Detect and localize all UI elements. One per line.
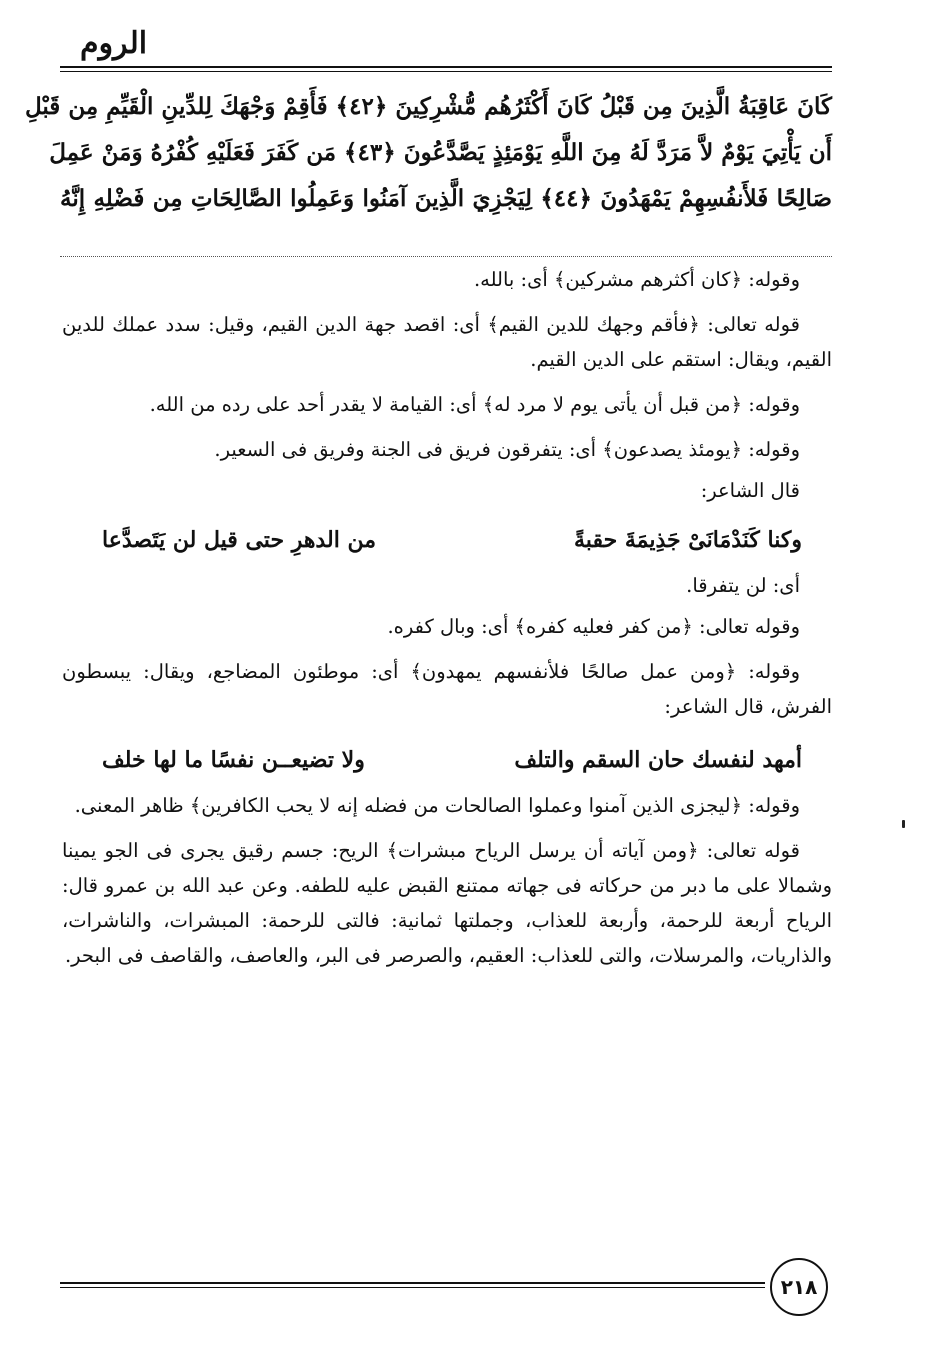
poem-verse — [62, 514, 832, 568]
commentary-paragraph: وقوله: ﴿ليجزى الذين آمنوا وعملوا الصالحات من فضله إنه لا يحب الكافرين﴾ ظاهر المعنى. — [74, 794, 800, 817]
poem-hemistich-first: وكنا كَنَدْمَانَىْ جَذِيمَةَ حقبةً — [574, 527, 802, 553]
header-rule-bottom — [60, 71, 832, 72]
commentary-paragraph: قوله تعالى: ﴿ومن آياته أن يرسل الرياح مبشرات﴾ الريح: جسم رقيق يجرى فى الجو يمينا وشمالا على ما دبر من حركاته فى جهاته ممتنع القبض عليه للطفه. وعن عبد الله بن عمرو قال: الرياح أربعة للرحمة، وأربعة للعذاب، وجملتها ثمانية: فالتى للرحمة: المبشرات، والناشرات، والذاريات، والمرسلات، والتى للعذاب: العقيم، والصرصر فى البر، والعاصف، والقاصف فى البحر. — [62, 839, 832, 967]
quran-line: أَن يَأْتِيَ يَوْمٌ لاَّ مَرَدَّ لَهُ مِنَ اللَّهِ يَوْمَئِذٍ يَصَّدَّعُونَ ﴿٤٣﴾ مَن كَفَرَ فَعَلَيْهِ كُفْرُهُ وَمَنْ عَمِلَ — [49, 139, 832, 166]
poem-hemistich-first: أمهد لنفسك حان السقم والتلف — [514, 747, 802, 773]
commentary-paragraph: وقوله: ﴿كان أكثرهم مشركين﴾ أى: بالله. — [473, 268, 800, 291]
footer-rule-top — [60, 1282, 765, 1284]
quran-line: صَالِحًا فَلأَنفُسِهِمْ يَمْهَدُونَ ﴿٤٤﴾ لِيَجْزِيَ الَّذِينَ آمَنُوا وَعَمِلُوا الصَّالِحَاتِ مِن فَضْلِهِ إِنَّهُ — [60, 185, 832, 212]
quran-line: كَانَ عَاقِبَةُ الَّذِينَ مِن قَبْلُ كَانَ أَكْثَرُهُم مُّشْرِكِينَ ﴿٤٢﴾ فَأَقِمْ وَجْهَكَ لِلدِّينِ الْقَيِّمِ مِن قَبْلِ — [24, 93, 832, 120]
margin-mark — [902, 820, 905, 828]
commentary-paragraph: وقوله: ﴿من قبل أن يأتى يوم لا مرد له﴾ أى: القيامة لا يقدر أحد على رده من الله. — [149, 393, 800, 416]
footer-rule-bottom — [60, 1287, 765, 1288]
commentary-paragraph: أى: لن يتفرقا. — [686, 574, 800, 597]
poem-hemistich-second: من الدهرِ حتى قيل لن يَتَصدَّعا — [102, 527, 376, 553]
commentary-paragraph: وقوله: ﴿يومئذ يصدعون﴾ أى: يتفرقون فريق فى الجنة وفريق فى السعير. — [214, 438, 800, 461]
poem-verse — [62, 734, 832, 788]
header-rule-top — [60, 66, 832, 68]
commentary — [62, 262, 832, 983]
page-number: ٢١٨ — [770, 1258, 828, 1316]
poet-intro: قال الشاعر: — [700, 479, 800, 502]
commentary-paragraph: وقوله تعالى: ﴿من كفر فعليه كفره﴾ أى: وبال كفره. — [387, 615, 800, 638]
quran-text — [24, 84, 832, 222]
poem-hemistich-second: ولا تضيعــن نفسًا ما لها خلف — [102, 747, 365, 773]
commentary-paragraph: قوله تعالى: ﴿فأقم وجهك للدين القيم﴾ أى: اقصد جهة الدين القيم، وقيل: سدد عملك للدين القيم، ويقال: استقم على الدين القيم. — [62, 313, 832, 371]
chapter-title: الروم — [80, 26, 148, 61]
quran-divider — [60, 256, 832, 257]
commentary-paragraph: وقوله: ﴿ومن عمل صالحًا فلأنفسهم يمهدون﴾ أى: موطئون المضاجع، ويقال: يبسطون الفرش، قال الشاعر: — [62, 660, 832, 718]
